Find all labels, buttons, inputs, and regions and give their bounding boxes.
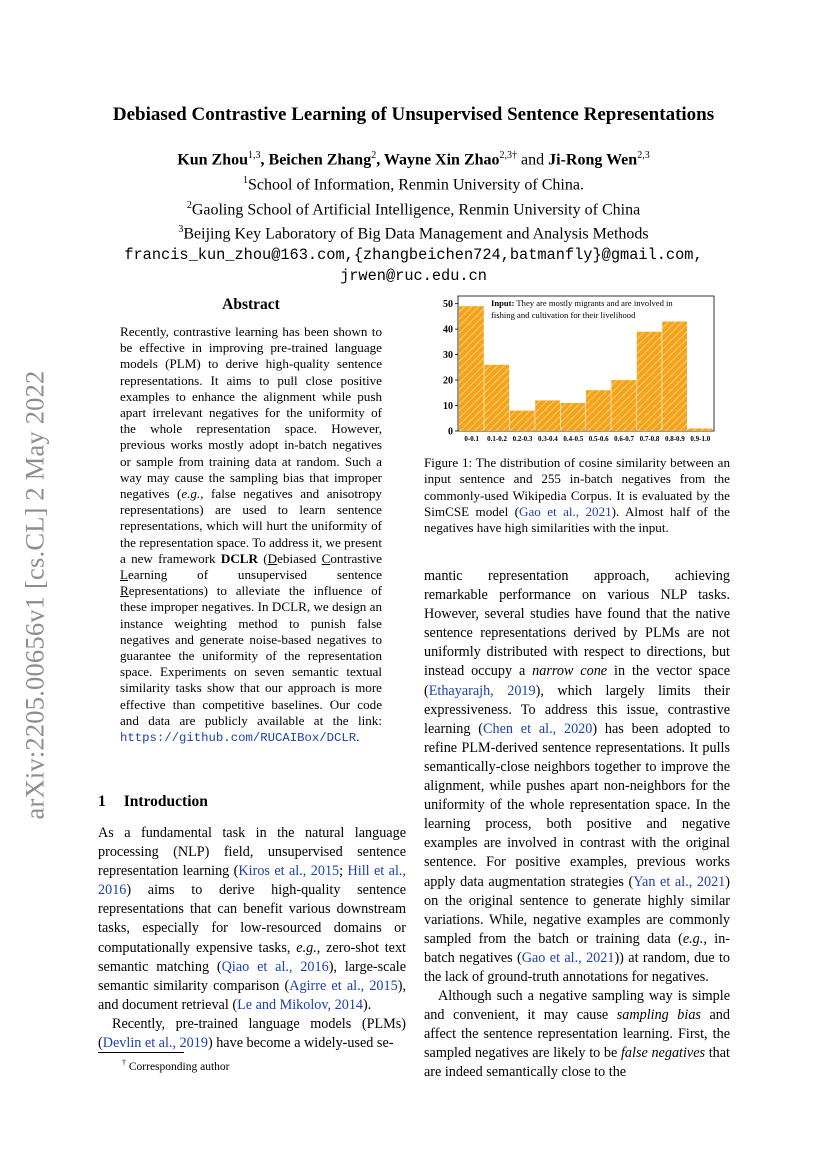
section-number: 1	[98, 793, 106, 810]
intro-right-column	[424, 567, 730, 1083]
citation-link[interactable]: Agirre et al., 2015	[289, 977, 398, 994]
y-tick-label: 20	[443, 375, 453, 387]
x-tick-label: 0.6-0.7	[614, 435, 635, 443]
citation-link[interactable]: Kiros et al., 2015	[238, 863, 340, 880]
author-name: Wayne Xin Zhao	[383, 151, 500, 169]
chart-bar	[637, 332, 662, 431]
chart-bar	[535, 400, 560, 431]
x-tick-label: 0.8-0.9	[664, 435, 685, 443]
chart-bar	[561, 403, 586, 431]
citation-link[interactable]: Ethayarajh, 2019	[428, 682, 536, 699]
x-tick-label: 0.7-0.8	[639, 435, 660, 443]
x-tick-label: 0.4-0.5	[563, 435, 584, 443]
footnote-divider	[98, 1052, 184, 1053]
citation-link[interactable]: Le and Mikolov, 2014	[237, 996, 364, 1013]
chart-bar	[459, 306, 484, 431]
paragraph: Although such a negative sampling way is simple and convenient, it may cause sampling bias and affect the sentence representation learning. First, the sampled negatives are likely to be false negatives that are indeed semantically close to the	[424, 988, 730, 1081]
x-tick-label: 0-0.1	[464, 435, 479, 443]
chart-annotation: Input: They are mostly migrants and are involved in	[491, 298, 673, 308]
y-tick-label: 50	[443, 299, 453, 311]
citation-link[interactable]: Hill et al., 2016	[98, 863, 406, 899]
bar-chart	[424, 290, 730, 450]
x-tick-label: 0.1-0.2	[487, 435, 508, 443]
y-tick-label: 10	[443, 401, 453, 413]
citation-link[interactable]: Devlin et al., 2019	[102, 1035, 208, 1052]
paragraph: mantic representation approach, achieving remarkable performance on various NLP tasks. However, several studies have found that the native sentence representations derived by PLMs are not uniformly distributed with respect to directions, but instead occupy a narrow cone in the vector space (Ethayarajh, 2019), which largely limits their expressiveness. To address this issue, contrastive learning (Chen et al., 2020) has been adopted to refine PLM-derived sentence representations. It pulls semantically-close neighbors together to improve the alignment, while pushes apart non-neighbors for the uniformity of the whole representation space. In the learning process, both positive and negative examples are involved in contrast with the original sentence. For positive examples, previous works apply data augmentation strategies (Yan et al., 2021) on the original sentence to generate highly similar variations. While, negative examples are commonly sampled from the batch or training data (e.g., in-batch negatives (Gao et al., 2021)) at random, due to the lack of ground-truth annotations for negatives.	[424, 568, 731, 985]
chart-bar	[484, 365, 509, 431]
x-tick-label: 0.3-0.4	[537, 435, 558, 443]
author-affil-sup: 2	[371, 150, 377, 161]
abstract-heading: Abstract	[222, 296, 280, 313]
arxiv-side-stamp	[12, 360, 58, 830]
author-affil-sup: 2,3†	[499, 150, 518, 161]
affiliation: $^2$Gaoling School of Artificial Intelligence, Renmin University of China	[186, 199, 641, 218]
paragraph: Recently, pre-trained language models (PLMs) (Devlin et al., 2019) have become a widely-used se-	[98, 1015, 406, 1052]
citation-link[interactable]: Qiao et al., 2016	[221, 958, 329, 975]
chart-bar	[510, 411, 535, 431]
figure-1-chart	[424, 290, 730, 450]
intro-left-column	[98, 824, 406, 1053]
footnote-text: Corresponding author	[128, 1060, 230, 1073]
affiliation: $^3$Beijing Key Laboratory of Big Data Management and Analysis Methods	[178, 224, 649, 243]
dclr-name: DCLR	[220, 550, 258, 566]
citation-link[interactable]: Gao et al., 2021	[521, 949, 615, 966]
y-tick-label: 30	[443, 350, 453, 362]
author-block	[60, 146, 767, 286]
paper-title: Debiased Contrastive Learning of Unsupervised Sentence Representations	[112, 104, 715, 125]
chart-bar	[611, 380, 636, 431]
chart-annotation-line2: fishing and cultivation for their livelihood	[491, 310, 636, 320]
author-name: Kun Zhou	[177, 151, 249, 169]
chart-bar	[586, 390, 611, 431]
author-affil-sup: 1,3	[248, 150, 261, 161]
y-tick-label: 40	[443, 324, 453, 336]
author-conjunction: and	[521, 151, 545, 169]
x-tick-label: 0.9-1.0	[690, 435, 711, 443]
footnote	[122, 1058, 229, 1073]
author-name: Beichen Zhang	[268, 151, 372, 169]
author-name: Ji-Rong Wen	[548, 151, 638, 169]
author-names: Kun Zhou$^{1,3}$, Beichen Zhang$^2$, Wayne Xin Zhao$^{2,3\dagger}$ and Ji-Rong Wen$^{2,3}$	[177, 150, 650, 169]
citation-link[interactable]: Chen et al., 2020	[483, 720, 593, 737]
footnote-mark: †	[122, 1058, 126, 1067]
author-affil-sup: 2,3	[637, 150, 650, 161]
code-link[interactable]: https://github.com/RUCAIBox/DCLR	[120, 731, 357, 746]
y-tick-label: 0	[448, 426, 453, 438]
abstract-text: Recently, contrastive learning has been shown to be effective in improving pre-trained language models (PLM) to derive high-quality sentence representations. It aims to pull close positive examples to enhance the alignment while push apart irrelevant negatives for the uniformity of the whole representation space. However, previous works mostly adopt in-batch negatives or sample from training data at random. Such a way may cause the sampling bias that improper negatives (e.g., false negatives and anisotropy representations) are used to learn sentence representations, which will hurt the uniformity of the representation space. To address it, we present a new framework DCLR (Debiased Contrastive Learning of unsupervised sentence Representations) to alleviate the influence of these improper negatives. In DCLR, we design an instance weighting method to punish false negatives and generate noise-based negatives to guarantee the uniformity of the representation space. Experiments on seven semantic textual similarity tasks show that our approach is more effective than competitive baselines. Our code and data are publicly available at the link: https://github.com/RUCAIBox/DCLR.	[120, 324, 382, 746]
x-tick-label: 0.5-0.6	[588, 435, 609, 443]
citation-link[interactable]: Yan et al., 2021	[633, 873, 726, 890]
x-tick-label: 0.2-0.3	[512, 435, 533, 443]
affiliation: $^1$School of Information, Renmin University of China.	[243, 174, 584, 194]
chart-bar	[688, 429, 713, 432]
arxiv-id-text: arXiv:2205.00656v1 [cs.CL] 2 May 2022	[19, 370, 50, 820]
section-title: Introduction	[123, 793, 208, 810]
chart-bar	[662, 322, 687, 432]
section-heading-introduction	[98, 793, 208, 811]
figure-caption: Figure 1: The distribution of cosine similarity between an input sentence and 255 in-batch negatives from the commonly-used Wikipedia Corpus. It is evaluated by the SimCSE model (Gao et al., 2021). Almost half of the negatives have high similarities with the input.	[424, 455, 730, 536]
citation-link[interactable]: Gao et al., 2021	[519, 503, 612, 519]
author-emails: francis_kun_zhou@163.com,{zhangbeichen724,batmanfly}@gmail.com,	[124, 246, 703, 265]
paragraph: As a fundamental task in the natural language processing (NLP) field, unsupervised sentence representation learning (Kiros et al., 2015; Hill et al., 2016) aims to derive high-quality sentence representations that can benefit various downstream tasks, especially for low-resourced domains or computationally expensive tasks, e.g., zero-shot text semantic matching (Qiao et al., 2016), large-scale semantic similarity comparison (Agirre et al., 2015), and document retrieval (Le and Mikolov, 2014).	[98, 825, 407, 1013]
author-emails-2: jrwen@ruc.edu.cn	[340, 266, 487, 285]
